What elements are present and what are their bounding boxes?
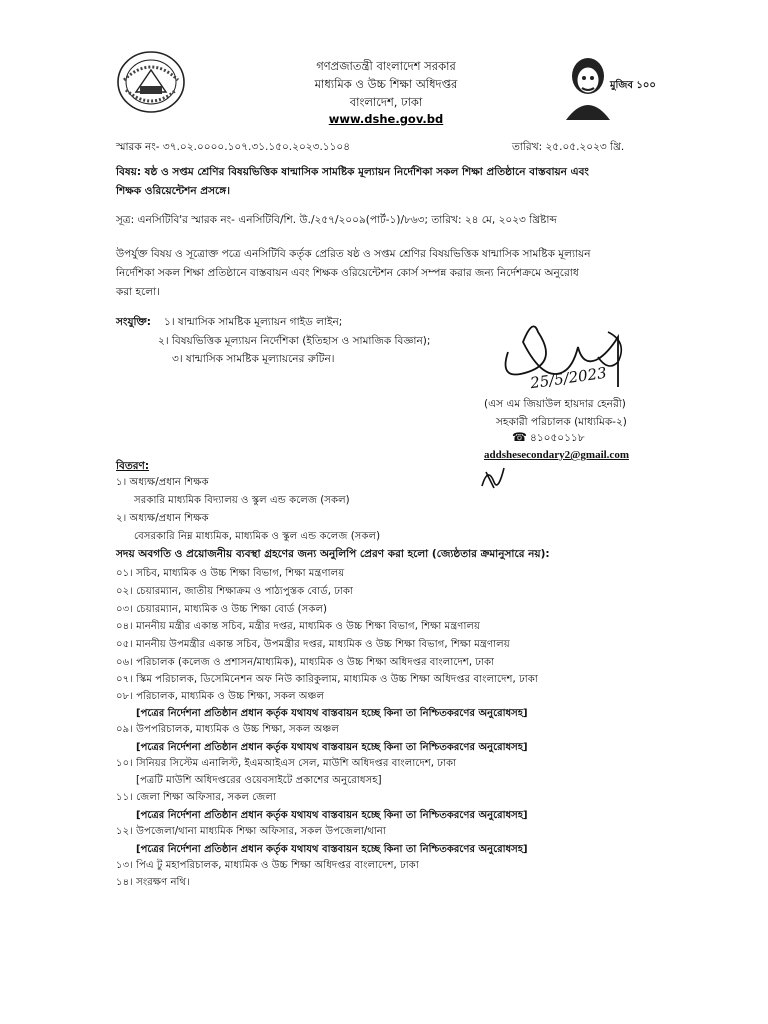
copy-line: ১১। জেলা শিক্ষা অফিসার, সকল জেলা [116, 792, 276, 803]
copy-note: [পত্রের নির্দেশনা প্রতিষ্ঠান প্রধান কর্তৃক যথাযথ বাস্তবায়ন হচ্ছে কিনা তা নিশ্চিতকরণের অনুরোধসহ] [136, 844, 528, 855]
subject-line-2: শিক্ষক ওরিয়েন্টেশন প্রসঙ্গে। [116, 185, 230, 197]
initial-mark [478, 462, 508, 494]
source-reference: সূত্র: এনসিটিবি'র স্মারক নং- এনসিটিবি/শি. উ./২৫৭/২০০৯(পার্ট-১)/৮৬৩; তারিখ: ২৪ মে, ২০২৩ খ্রিষ্টাব্দ [116, 214, 557, 226]
signatory-email[interactable]: addshesecondary2@gmail.com [484, 449, 629, 461]
copy-line: ০৬। পরিচালক (কলেজ ও প্রশাসন/মাধ্যমিক), মাধ্যমিক ও উচ্চ শিক্ষা অধিদপ্তর বাংলাদেশ, ঢাকা [116, 657, 495, 668]
phone-icon: ☎ [512, 430, 527, 444]
mujib-100-logo-text: মুজিব ১০০ [610, 80, 656, 91]
copy-line: ০৮। পরিচালক, মাধ্যমিক ও উচ্চ শিক্ষা, সকল অঞ্চল [116, 691, 325, 702]
copy-line: ১২। উপজেলা/থানা মাধ্যমিক শিক্ষা অফিসার, সকল উপজেলা/থানা [116, 826, 386, 837]
body-line-1: উপর্যুক্ত বিষয় ও সূত্রোক্ত পত্রে এনসিটিবি কর্তৃক প্রেরিত ষষ্ঠ ও সপ্তম শ্রেণির বিষয়ভিত্তিক ষান্মাসিক সামষ্টিক মূল্যায়ন [116, 248, 591, 260]
signatory-phone: ৪১০৫০১১৮ [530, 432, 585, 444]
copy-line: ০৭। স্কিম পরিচালক, ডিসেমিনেশন অফ নিউ কারিকুলাম, মাধ্যমিক ও উচ্চ শিক্ষা অধিদপ্তর বাংলাদেশ, ঢাকা [116, 674, 538, 685]
attachment-item: ৩। ষান্মাসিক সামষ্টিক মূল্যায়নের রুটিন। [172, 353, 335, 365]
dshe-logo-icon [116, 50, 186, 114]
distribution-item: ১। অধ্যক্ষ/প্রধান শিক্ষক [116, 477, 209, 488]
distribution-item: ২। অধ্যক্ষ/প্রধান শিক্ষক [116, 513, 209, 524]
copy-line: ১০। সিনিয়র সিস্টেম এনালিস্ট, ইএমআইএস সেল, মাউশি অধিদপ্তর বাংলাদেশ, ঢাকা [116, 758, 457, 769]
signature-mark [478, 312, 658, 404]
attachment-item: ১। ষান্মাসিক সামষ্টিক মূল্যায়ন গাইড লাইন; [164, 316, 343, 328]
copy-line: ০১। সচিব, মাধ্যমিক ও উচ্চ শিক্ষা বিভাগ, শিক্ষা মন্ত্রণালয় [116, 568, 345, 579]
body-line-3: করা হলো। [116, 286, 160, 298]
copy-line: ০৩। চেয়ারম্যান, মাধ্যমিক ও উচ্চ শিক্ষা বোর্ড (সকল) [116, 604, 328, 615]
subject-line-1: বিষয়: ষষ্ঠ ও সপ্তম শ্রেণির বিষয়ভিত্তিক ষান্মাসিক সামষ্টিক মূল্যায়ন নির্দেশিকা সকল শিক্ষা প্রতিষ্ঠানে বাস্তবায়ন এবং [116, 166, 589, 178]
distribution-title: বিতরণ: [116, 460, 150, 472]
copy-line: ১৩। পিএ টু মহাপরিচালক, মাধ্যমিক ও উচ্চ শিক্ষা অধিদপ্তর বাংলাদেশ, ঢাকা [116, 860, 419, 871]
copy-line: ০৫। মাননীয় উপমন্ত্রীর একান্ত সচিব, উপমন্ত্রীর দপ্তর, মাধ্যমিক ও উচ্চ শিক্ষা বিভাগ, শিক্ষা মন্ত্রণালয় [116, 639, 510, 650]
copy-line: ০৯। উপপরিচালক, মাধ্যমিক ও উচ্চ শিক্ষা, সকল অঞ্চল [116, 724, 339, 735]
signatory-name: (এস এম জিয়াউল হায়দার হেনরী) [484, 398, 626, 410]
copy-note: [পত্রের নির্দেশনা প্রতিষ্ঠান প্রধান কর্তৃক যথাযথ বাস্তবায়ন হচ্ছে কিনা তা নিশ্চিতকরণের অনুরোধসহ] [136, 810, 528, 821]
copy-note: [পত্রের নির্দেশনা প্রতিষ্ঠান প্রধান কর্তৃক যথাযথ বাস্তবায়ন হচ্ছে কিনা তা নিশ্চিতকরণের অনুরোধসহ] [136, 708, 528, 719]
copy-line: ০২। চেয়ারম্যান, জাতীয় শিক্ষাক্রম ও পাঠ্যপুস্তক বোর্ড, ঢাকা [116, 586, 354, 597]
header-government: গণপ্রজাতন্ত্রী বাংলাদেশ সরকার [316, 59, 456, 73]
header-location: বাংলাদেশ, ঢাকা [349, 95, 423, 109]
attachment-item: ২। বিষয়ভিত্তিক মূল্যায়ন নির্দেশিকা (ইতিহাস ও সামাজিক বিজ্ঞান); [158, 335, 431, 347]
header-department: মাধ্যমিক ও উচ্চ শিক্ষা অধিদপ্তর [314, 77, 458, 91]
copy-note: [পত্রের নির্দেশনা প্রতিষ্ঠান প্রধান কর্তৃক যথাযথ বাস্তবায়ন হচ্ছে কিনা তা নিশ্চিতকরণের অনুরোধসহ] [136, 742, 528, 753]
attachments-label: সংযুক্তি: [116, 316, 151, 328]
copy-line: ০৪। মাননীয় মন্ত্রীর একান্ত সচিব, মন্ত্রীর দপ্তর, মাধ্যমিক ও উচ্চ শিক্ষা বিভাগ, শিক্ষা মন্ত্রণালয় [116, 621, 480, 632]
memo-number: স্মারক নং- ৩৭.০২.০০০০.১০৭.৩১.১৫০.২০২৩.১১০৪ [116, 141, 351, 153]
copy-line: ১৪। সংরক্ষণ নথি। [116, 877, 190, 888]
copy-note: [পত্রটি মাউশি অধিদপ্তরের ওয়েবসাইটে প্রকাশের অনুরোধসহ] [136, 775, 382, 786]
signatory-designation: সহকারী পরিচালক (মাধ্যমিক-২) [496, 416, 627, 428]
distribution-item: সরকারি মাধ্যমিক বিদ্যালয় ও স্কুল এন্ড কলেজ (সকল) [134, 495, 350, 506]
distribution-item: বেসরকারি নিম্ন মাধ্যমিক, মাধ্যমিক ও স্কুল এন্ড কলেজ (সকল) [134, 531, 381, 542]
memo-date: তারিখ: ২৫.০৫.২০২৩ খ্রি. [512, 141, 625, 153]
header-website-link[interactable]: www.dshe.gov.bd [328, 112, 444, 126]
signature-date: 25/5/2023 [529, 363, 608, 393]
copies-title: সদয় অবগতি ও প্রয়োজনীয় ব্যবস্থা গ্রহণের জন্য অনুলিপি প্রেরণ করা হলো (জ্যেষ্ঠতার ক্রমানুসারে নয়): [116, 548, 550, 560]
body-line-2: নির্দেশিকা সকল শিক্ষা প্রতিষ্ঠানে বাস্তবায়ন এবং শিক্ষক ওরিয়েন্টেশন কোর্স সম্পন্ন করার জন্য নির্দেশক্রমে অনুরোধ [116, 267, 579, 279]
mujib-portrait-icon [558, 50, 654, 120]
